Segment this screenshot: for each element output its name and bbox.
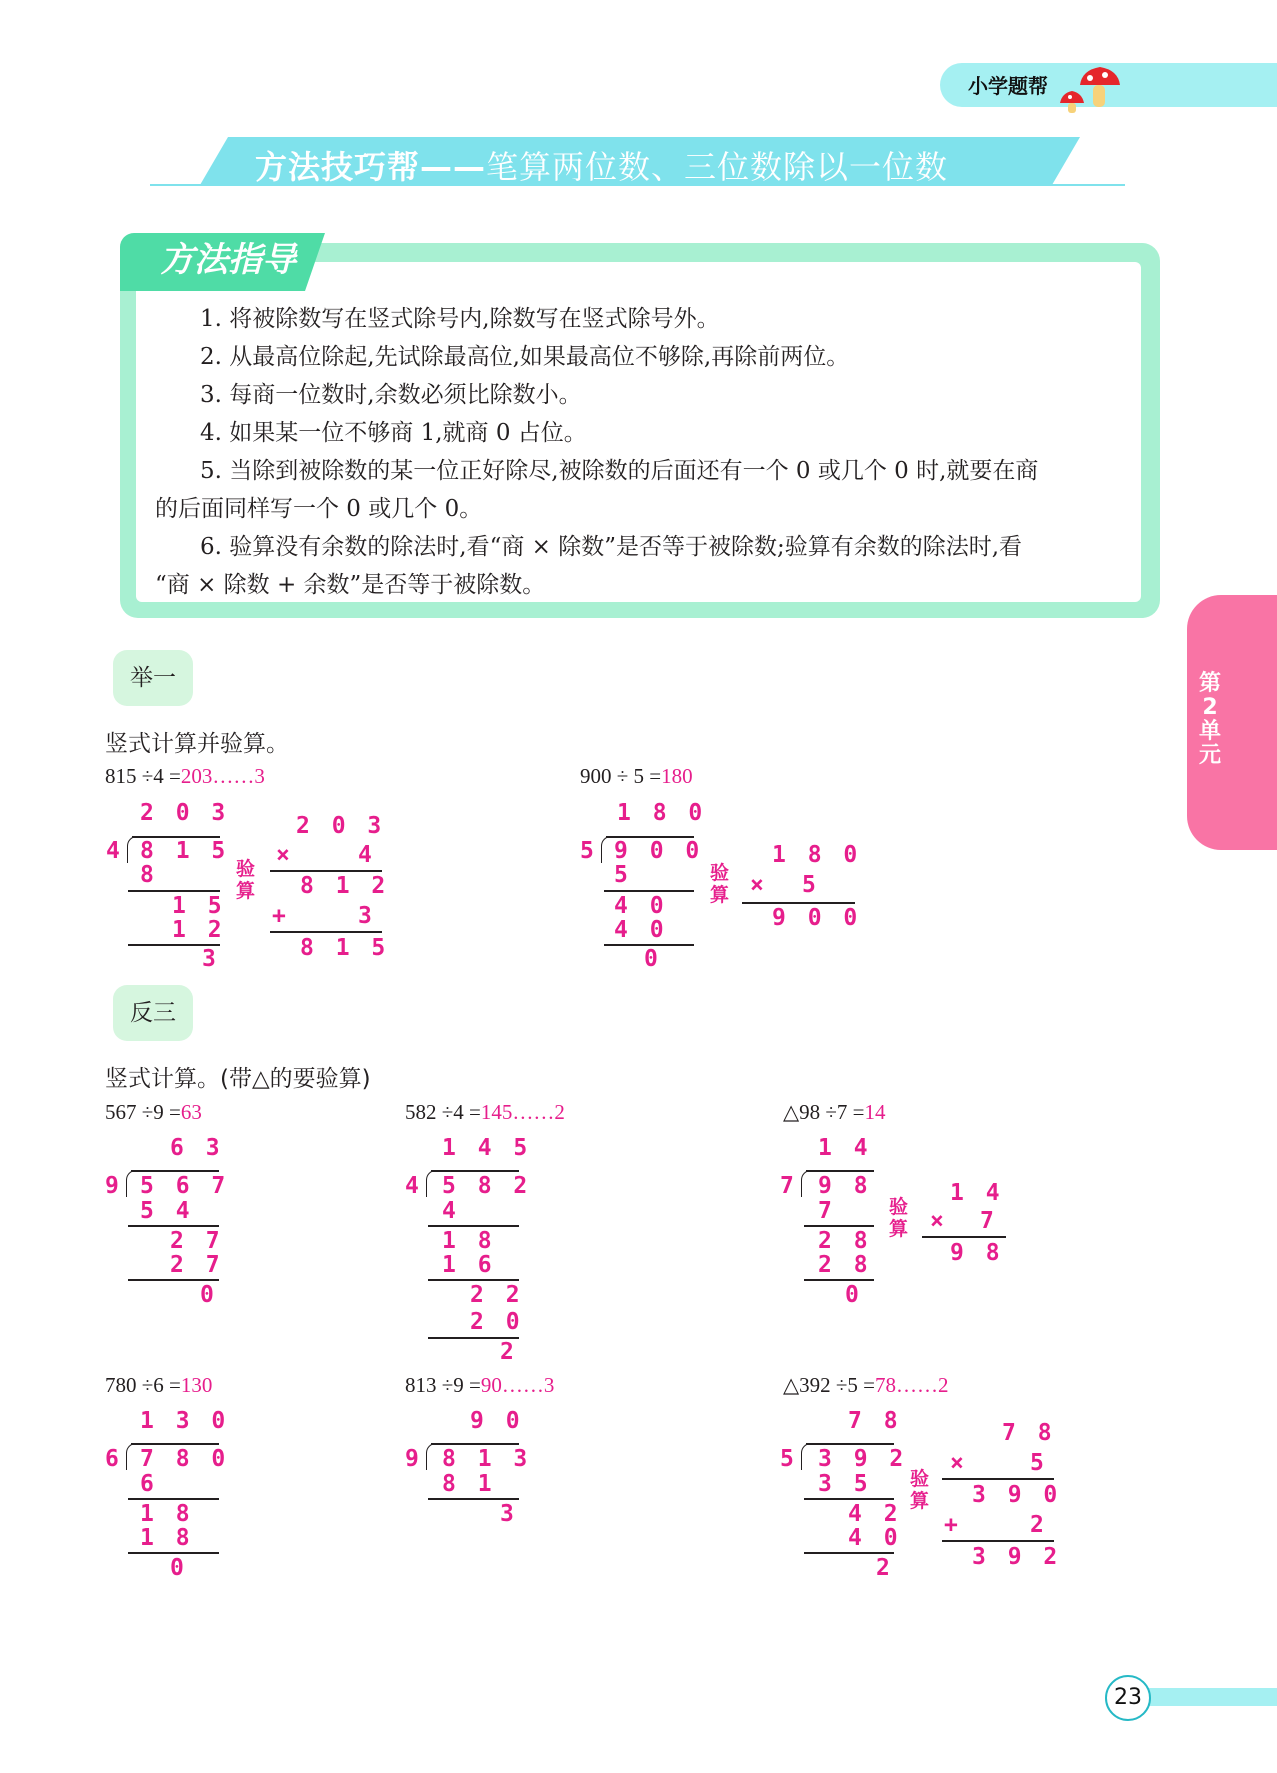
check-line	[742, 902, 855, 904]
step: 5 4	[140, 1198, 194, 1224]
division-bracket	[426, 1443, 437, 1470]
quotient: 2 0 3	[140, 800, 230, 826]
plus-sign: +	[944, 1512, 962, 1538]
check-label	[236, 858, 258, 902]
check-label	[889, 1196, 911, 1240]
remainder: 0	[200, 1282, 218, 1308]
check-line	[270, 931, 382, 933]
quotient: 7 8	[848, 1408, 902, 1434]
check-char: 验	[889, 1196, 909, 1218]
problem-expr: △98 ÷7 =	[783, 1100, 865, 1124]
practice-problem-6	[783, 1373, 949, 1398]
check-remainder: 3	[358, 903, 376, 929]
check-char: 算	[710, 884, 730, 906]
step: 8	[140, 862, 158, 888]
unit-char: 第	[1198, 671, 1221, 696]
step: 1 8	[140, 1501, 194, 1527]
division-line	[431, 1170, 519, 1172]
remainder: 3	[500, 1501, 518, 1527]
problem-answer: 78……2	[875, 1373, 949, 1397]
dividend: 5 6 7	[140, 1173, 230, 1199]
title-main: 方法技巧帮	[255, 148, 421, 186]
step: 3 5	[818, 1471, 872, 1497]
step-line	[128, 1498, 219, 1500]
example-problem-2	[580, 764, 693, 789]
times-sign: ×	[750, 872, 768, 898]
check-factor-b: 5	[802, 872, 820, 898]
problem-expr: △392 ÷5 =	[783, 1373, 876, 1397]
division-line	[806, 1170, 874, 1172]
check-result: 3 9 2	[972, 1544, 1062, 1570]
guide-item-6-cont: “商 × 除数 + 余数”是否等于被除数。	[155, 572, 546, 598]
step: 1 8	[140, 1525, 194, 1551]
practice-prompt: 竖式计算。(带△的要验算)	[105, 1066, 371, 1092]
quotient: 1 3 0	[140, 1408, 230, 1434]
step-line	[128, 1225, 219, 1227]
check-char: 算	[236, 880, 256, 902]
step: 2 8	[818, 1228, 872, 1254]
step-line	[804, 1552, 894, 1554]
dividend: 7 8 0	[140, 1446, 230, 1472]
step-line	[604, 890, 694, 892]
division-bracket	[801, 1443, 812, 1470]
problem-answer: 14	[864, 1100, 886, 1124]
practice-problem-1	[105, 1100, 202, 1125]
check-product: 8 1 2	[300, 873, 390, 899]
problem-answer: 203……3	[180, 764, 265, 788]
division-bracket	[601, 836, 612, 863]
remainder: 3	[202, 946, 220, 972]
problem-answer: 63	[180, 1100, 202, 1124]
step: 2 7	[170, 1228, 224, 1254]
problem-expr: 582 ÷4 =	[405, 1100, 481, 1124]
times-sign: ×	[276, 842, 294, 868]
dividend: 8 1 3	[442, 1446, 532, 1472]
division-bracket	[126, 1170, 137, 1197]
check-result: 8 1 5	[300, 935, 390, 961]
division-bracket	[126, 1443, 137, 1470]
example-prompt: 竖式计算并验算。	[105, 731, 289, 757]
step: 4 0	[614, 893, 668, 919]
dividend: 9 0 0	[614, 838, 704, 864]
step-line	[128, 890, 220, 892]
step-line	[128, 1552, 219, 1554]
dividend: 8 1 5	[140, 838, 230, 864]
step: 1 2	[172, 917, 226, 943]
step: 2 8	[818, 1252, 872, 1278]
guide-item-5-cont: 的后面同样写一个 0 或几个 0。	[155, 496, 483, 522]
quotient: 9 0	[470, 1408, 524, 1434]
check-label	[910, 1468, 932, 1512]
divisor: 7	[780, 1173, 798, 1199]
check-line	[922, 1236, 1006, 1238]
check-label	[710, 862, 732, 906]
divisor: 5	[580, 838, 598, 864]
step: 4 0	[848, 1525, 902, 1551]
page-number-bar	[1130, 1688, 1277, 1706]
problem-expr: 567 ÷9 =	[105, 1100, 181, 1124]
title-sub: 笔算两位数、三位数除以一位数	[486, 148, 949, 186]
step: 1 8	[442, 1228, 496, 1254]
unit-char: 单	[1198, 719, 1221, 744]
remainder: 0	[845, 1282, 863, 1308]
step: 4	[442, 1198, 460, 1224]
dividend: 5 8 2	[442, 1173, 532, 1199]
check-line	[270, 870, 382, 872]
practice-problem-3	[783, 1100, 886, 1125]
dividend: 9 8	[818, 1173, 872, 1199]
guide-item-5: 5. 当除到被除数的某一位正好除尽,被除数的后面还有一个 0 或几个 0 时,就要在商	[200, 458, 1039, 484]
example-label: 举一	[113, 650, 193, 706]
step-line	[428, 1279, 519, 1281]
check-char: 验	[236, 858, 256, 880]
brand-label: 小学题帮	[968, 74, 1048, 98]
check-char: 算	[910, 1490, 930, 1512]
problem-expr: 780 ÷6 =	[105, 1373, 181, 1397]
check-char: 验	[910, 1468, 930, 1490]
plus-sign: +	[272, 903, 290, 929]
step-line	[428, 1498, 519, 1500]
remainder: 0	[170, 1555, 188, 1581]
page-title	[255, 142, 948, 188]
divisor: 4	[106, 838, 124, 864]
problem-answer: 145……2	[480, 1100, 565, 1124]
divisor: 5	[780, 1446, 798, 1472]
step: 8 1	[442, 1471, 496, 1497]
check-factor-a: 2 0 3	[296, 813, 386, 839]
step-line	[804, 1279, 874, 1281]
problem-answer: 180	[661, 764, 693, 788]
check-char: 验	[710, 862, 730, 884]
step: 2 0	[470, 1309, 524, 1335]
title-dash: ——	[420, 148, 487, 186]
problem-answer: 90……3	[480, 1373, 555, 1397]
guide-tab-label: 方法指导	[160, 240, 296, 280]
step: 6	[140, 1471, 158, 1497]
check-line	[942, 1478, 1054, 1480]
divisor: 9	[405, 1446, 423, 1472]
step-line	[804, 1225, 874, 1227]
unit-char: 2	[1202, 695, 1218, 720]
check-factor-b: 4	[358, 842, 376, 868]
quotient: 1 8 0	[617, 800, 707, 826]
times-sign: ×	[950, 1450, 968, 1476]
step: 1 5	[172, 893, 226, 919]
division-line	[131, 1170, 219, 1172]
problem-answer: 130	[180, 1373, 213, 1397]
division-bracket	[426, 1170, 437, 1197]
step: 7	[818, 1198, 836, 1224]
division-bracket	[801, 1170, 812, 1197]
divisor: 6	[105, 1446, 123, 1472]
guide-item-1: 1. 将被除数写在竖式除号内,除数写在竖式除号外。	[200, 306, 720, 332]
unit-side-label	[1198, 672, 1222, 768]
check-char: 算	[889, 1218, 909, 1240]
division-line	[431, 1443, 519, 1445]
step-line	[128, 1279, 219, 1281]
division-line	[131, 1443, 219, 1445]
remainder: 2	[876, 1555, 894, 1581]
quotient: 6 3	[170, 1135, 224, 1161]
problem-expr: 815 ÷4 =	[105, 764, 181, 788]
step: 2 2	[470, 1282, 524, 1308]
mushroom-icon	[1060, 45, 1150, 115]
remainder: 2	[500, 1339, 518, 1365]
check-result: 9 8	[950, 1240, 1004, 1266]
check-remainder: 2	[1030, 1512, 1048, 1538]
check-factor-b: 5	[1030, 1450, 1048, 1476]
practice-problem-2	[405, 1100, 565, 1125]
check-factor-b: 7	[980, 1208, 998, 1234]
step: 2 7	[170, 1252, 224, 1278]
check-factor-a: 7 8	[1002, 1420, 1056, 1446]
check-product: 3 9 0	[972, 1482, 1062, 1508]
dividend: 3 9 2	[818, 1446, 908, 1472]
step: 4 0	[614, 917, 668, 943]
check-line	[942, 1540, 1054, 1542]
page-number: 23	[1105, 1675, 1151, 1721]
remainder: 0	[644, 946, 662, 972]
guide-item-3: 3. 每商一位数时,余数必须比除数小。	[200, 382, 582, 408]
step: 1 6	[442, 1252, 496, 1278]
guide-item-6: 6. 验算没有余数的除法时,看“商 × 除数”是否等于被除数;验算有余数的除法时,看	[200, 534, 1023, 560]
check-result: 9 0 0	[772, 905, 862, 931]
example-problem-1	[105, 764, 265, 789]
practice-label: 反三	[113, 985, 193, 1041]
problem-expr: 900 ÷ 5 =	[580, 764, 662, 788]
guide-item-4: 4. 如果某一位不够商 1,就商 0 占位。	[200, 420, 587, 446]
divisor: 9	[105, 1173, 123, 1199]
quotient: 1 4 5	[442, 1135, 532, 1161]
step-line	[804, 1498, 894, 1500]
check-factor-a: 1 4	[950, 1180, 1004, 1206]
guide-item-2: 2. 从最高位除起,先试除最高位,如果最高位不够除,再除前两位。	[200, 344, 850, 370]
step: 4 2	[848, 1501, 902, 1527]
problem-expr: 813 ÷9 =	[405, 1373, 481, 1397]
times-sign: ×	[930, 1208, 948, 1234]
step-line	[428, 1225, 519, 1227]
practice-problem-5	[405, 1373, 554, 1398]
quotient: 1 4	[818, 1135, 872, 1161]
unit-char: 元	[1198, 743, 1221, 768]
divisor: 4	[405, 1173, 423, 1199]
check-factor-a: 1 8 0	[772, 842, 862, 868]
practice-problem-4	[105, 1373, 212, 1398]
division-bracket	[127, 836, 138, 863]
step: 5	[614, 862, 632, 888]
division-line	[806, 1443, 894, 1445]
